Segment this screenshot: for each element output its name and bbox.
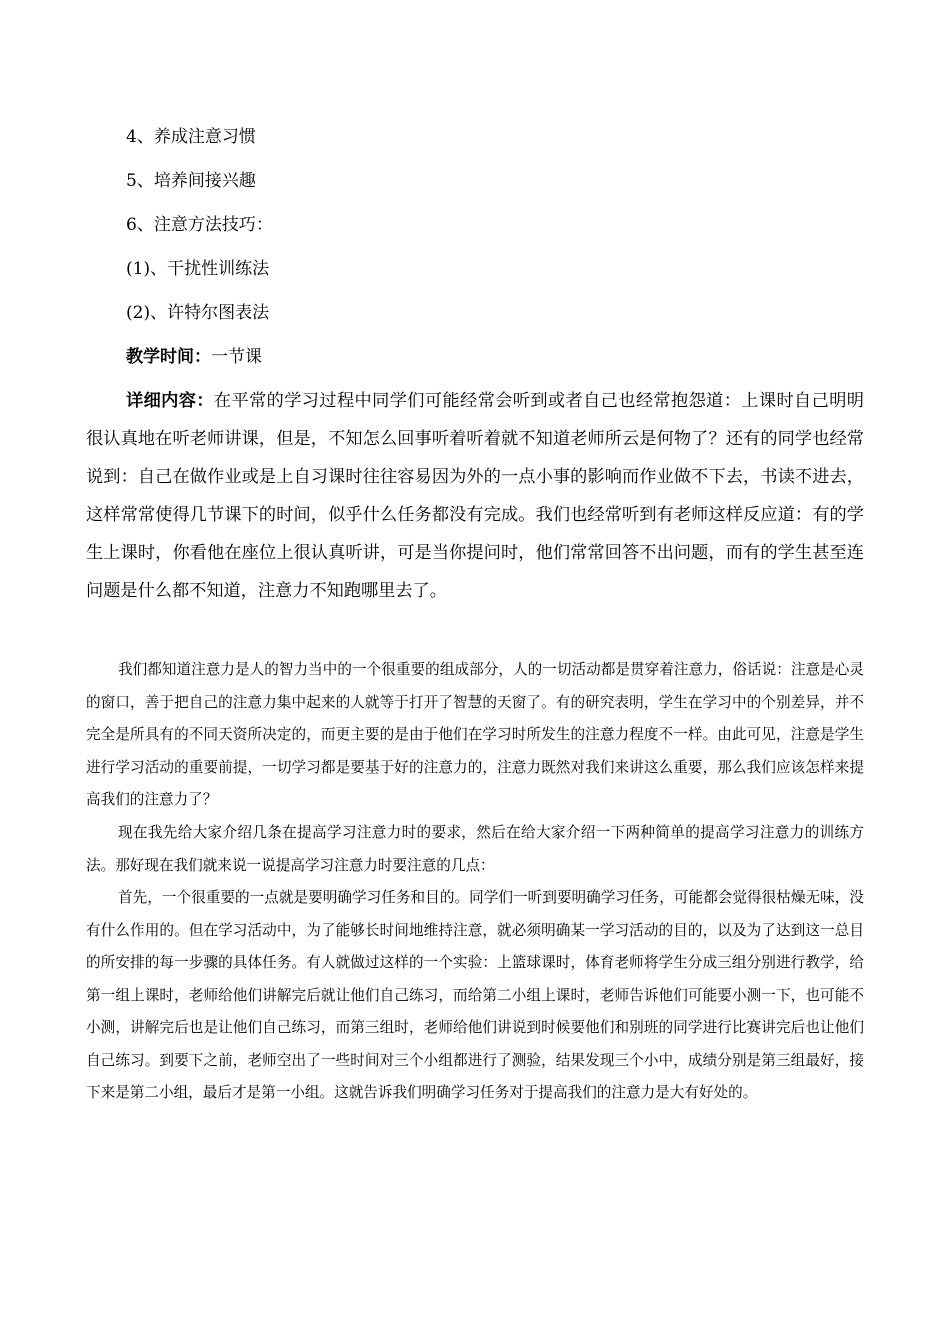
details-label: 详细内容： <box>126 391 214 411</box>
teaching-time-label: 教学时间： <box>126 347 211 367</box>
teaching-time-value: 一节课 <box>211 347 262 367</box>
body-paragraph-1: 我们都知道注意力是人的智力当中的一个很重要的组成部分，人的一切活动都是贯穿着注意力，俗话说：注意是心灵的窗口，善于把自己的注意力集中起来的人就等于打开了智慧的天窗了。有的研究表明，学生在学习中的个别差异，并不完全是所具有的不同天资所决定的，而更主要的是由于他们在学习时所发生的注意力程度不一样。由此可见，注意是学生进行学习活动的重要前提，一切学习都是要基于好的注意力的，注意力既然对我们来讲这么重要，那么我们应该怎样来提高我们的注意力了？ <box>86 661 864 808</box>
objective-item-5: 5、培养间接兴趣 <box>126 171 256 191</box>
details-paragraph <box>86 382 864 610</box>
objective-item-4: 4、养成注意习惯 <box>126 127 256 147</box>
objective-item-6: 6、注意方法技巧： <box>126 215 273 235</box>
objective-sub-item-1: (1)、干扰性训练法 <box>126 259 270 279</box>
objective-sub-item-2: (2)、许特尔图表法 <box>126 303 270 323</box>
body-paragraph-2: 现在我先给大家介绍几条在提高学习注意力时的要求，然后在给大家介绍一下两种简单的提高学习注意力的训练方法。那好现在我们就来说一说提高学习注意力时要注意的几点： <box>86 824 864 874</box>
details-text: 在平常的学习过程中同学们可能经常会听到或者自己也经常抱怨道：上课时自己明明很认真地在听老师讲课，但是，不知怎么回事听着听着就不知道老师所云是何物了？还有的同学也经常说到：自己在做作业或是上自习课时往往容易因为外的一点小事的影响而作业做不下去，书读不进去，这样常常使得几节课下的时间，似乎什么任务都没有完成。我们也经常听到有老师这样反应道：有的学生上课时，你看他在座位上很认真听讲，可是当你提问时，他们常常回答不出问题，而有的学生甚至连问题是什么都不知道，注意力不知跑哪里去了。 <box>86 391 864 601</box>
teaching-time-line <box>126 345 262 369</box>
body-paragraph-3: 首先，一个很重要的一点就是要明确学习任务和目的。同学们一听到要明确学习任务，可能都会觉得很枯燥无味，没有什么作用的。但在学习活动中，为了能够长时间地维持注意，就必须明确某一学习活动的目的，以及为了达到这一总目的所安排的每一步骤的具体任务。有人就做过这样的一个实验：上篮球课时，体育老师将学生分成三组分别进行教学，给第一组上课时，老师给他们讲解完后就让他们自己练习，而给第二小组上课时，老师告诉他们可能要小测一下，也可能不小测，讲解完后也是让他们自己练习，而第三组时，老师给他们讲说到时候要他们和别班的同学进行比赛讲完后也让他们自己练习。到要下之前，老师空出了一些时间对三个小组都进行了测验，结果发现三个小中，成绩分别是第三组最好，接下来是第二小组，最后才是第一小组。这就告诉我们明确学习任务对于提高我们的注意力是大有好处的。 <box>86 889 864 1101</box>
